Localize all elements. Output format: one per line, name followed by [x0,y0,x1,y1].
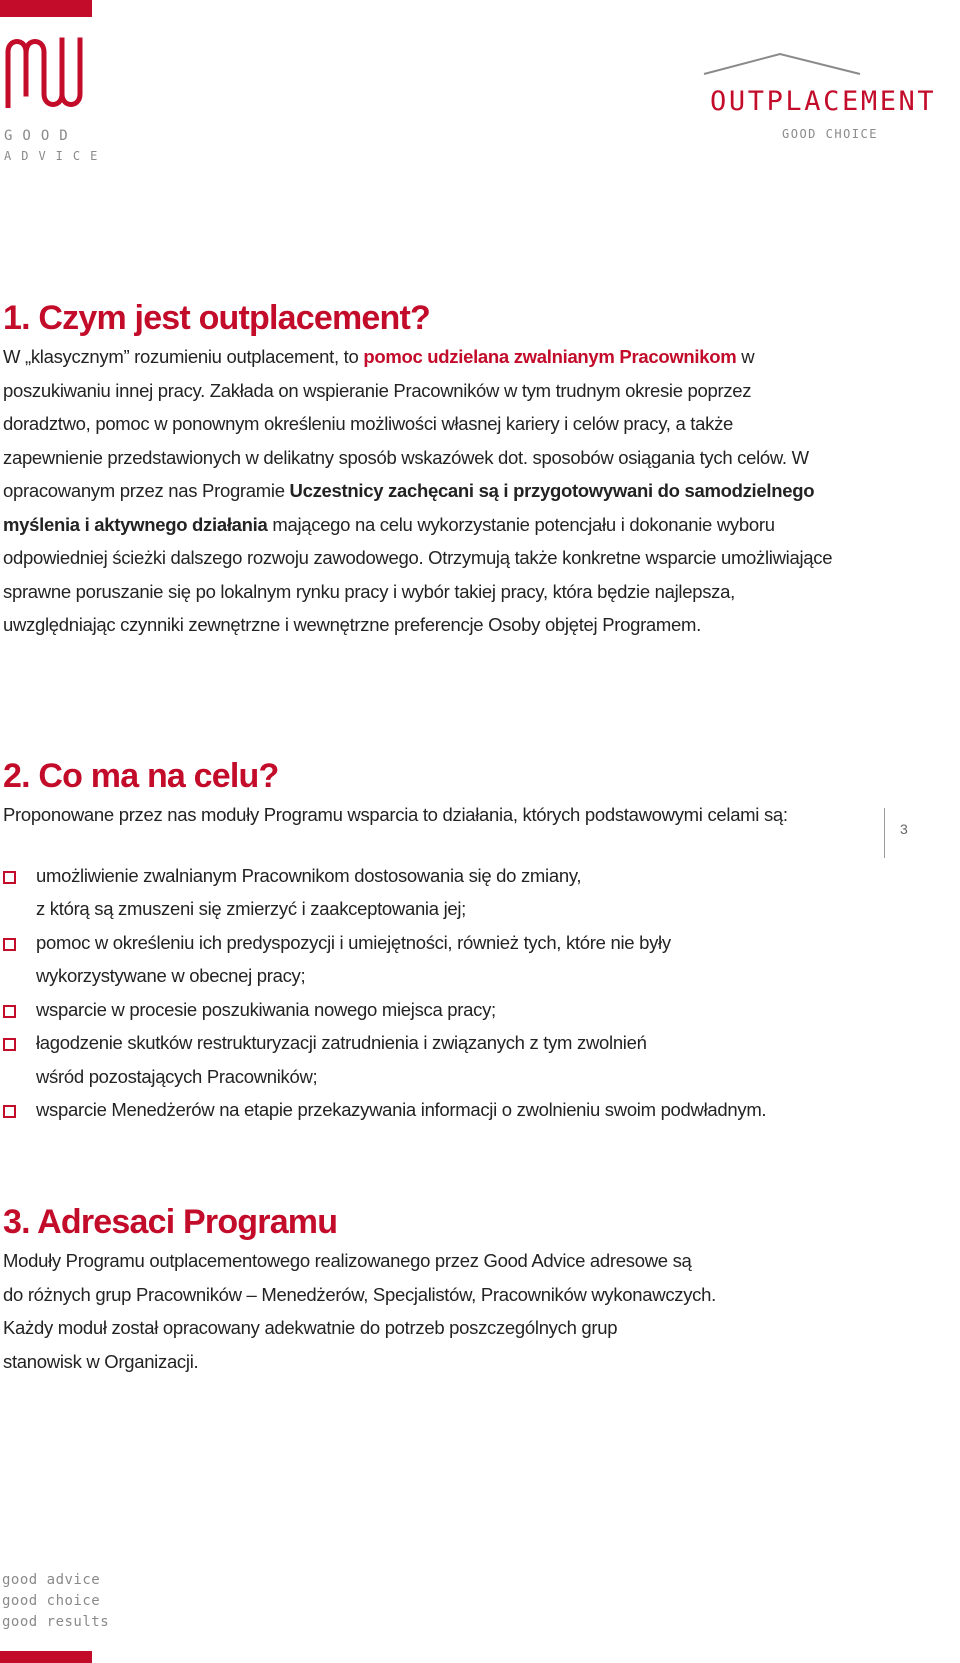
list-item-text: umożliwienie zwalnianym Pracownikom dostosowania się do zmiany, z którą są zmuszeni się zmierzyć i zaakceptowania jej; [36,864,582,919]
mw-monogram-icon [4,36,84,108]
top-accent-bar [0,0,92,17]
list-item [3,1026,788,1093]
section3-line4: stanowisk w Organizacji. [3,1350,199,1372]
list-item [3,859,788,926]
footer-line-results: good results [2,1614,110,1630]
list-item [3,1093,788,1127]
page-number-divider [884,808,885,858]
list-item [3,926,788,993]
logo-word-advice: ADVICE [4,149,108,163]
goals-list [3,859,788,1127]
section-goals [3,754,788,1127]
square-bullet-icon [3,938,16,951]
list-item-text: łagodzenie skutków restrukturyzacji zatrudnienia i związanych z tym zwolnień wśród pozostających Pracowników; [36,1032,647,1087]
footer-tagline [2,1570,109,1633]
s1-text-c: w poszukiwaniu innej pracy. Zakłada on wspieranie Pracowników w tym trudnym okresie poprzez doradztwo, pomoc w ponownym określeniu możliwości własnej kariery i celów pracy, a także zapewnienie przedstawionych w delikatny sposób wskazówek dot. sposobów osiągania tych celów. W opracowanym przez nas Programie [3,346,809,501]
s1-bold-participants: Uczestnicy zachęcani są i przygotowywani do samodzielnego myślenia i aktywnego działania [3,480,815,535]
list-item [3,993,788,1027]
footer-line-advice: good advice [2,1572,101,1588]
section-what-is-outplacement [3,296,833,642]
section3-line3: Każdy moduł został opracowany adekwatnie do potrzeb poszczególnych grup [3,1317,618,1338]
good-advice-logo [4,36,108,166]
footer-line-choice: good choice [2,1593,101,1609]
section2-intro: Proponowane przez nas moduły Programu wsparcia to działania, których podstawowymi celami są: [3,804,788,825]
square-bullet-icon [3,1005,16,1018]
section2-title: 2. Co ma na celu? [3,757,279,795]
section1-title: 1. Czym jest outplacement? [3,299,430,337]
s1-highlight-help: pomoc udzielana zwalnianym Pracownikom [363,346,737,367]
section3-title: 3. Adresaci Programu [3,1203,338,1241]
section-addressees [3,1200,716,1378]
list-item-text: wsparcie Menedżerów na etapie przekazywania informacji o zwolnieniu swoim podwładnym. [36,1099,767,1120]
section3-line2: do różnych grup Pracowników – Menedżerów, Specjalistów, Pracowników wykonawczych. [3,1283,716,1305]
page-number-marker [884,808,914,858]
s1-text-e: mającego na celu wykorzystanie potencjału i dokonanie wyboru odpowiedniej ścieżki dalszego rozwoju zawodowego. Otrzymują także konkretne wsparcie umożliwiające sprawne poruszanie się po lokalnym rynku pracy i wybór takiej pracy, która będzie najlepsza, uwzględniając czynniki zewnętrzne i wewnętrzne preferencje Osoby objętej Programem. [3,513,833,635]
logo-word-good: GOOD [4,128,78,144]
square-bullet-icon [3,1038,16,1051]
page-number: 3 [900,821,908,837]
logo-good-choice-text: GOOD CHOICE [782,127,878,141]
section3-line1: Moduły Programu outplacementowego realizowanego przez Good Advice adresowe są [3,1250,692,1271]
list-item-text: pomoc w określeniu ich predyspozycji i umiejętności, również tych, które nie były wykorzystywane w obecnej pracy; [36,931,671,986]
list-item-text: wsparcie w procesie poszukiwania nowego miejsca pracy; [36,998,496,1020]
square-bullet-icon [3,1105,16,1118]
section1-paragraph [3,340,833,642]
s1-text-a: W „klasycznym” rozumieniu outplacement, to [3,346,364,367]
bottom-accent-bar [0,1651,92,1663]
logo-outplacement-text: OUTPLACEMENT [710,86,937,117]
square-bullet-icon [3,871,16,884]
